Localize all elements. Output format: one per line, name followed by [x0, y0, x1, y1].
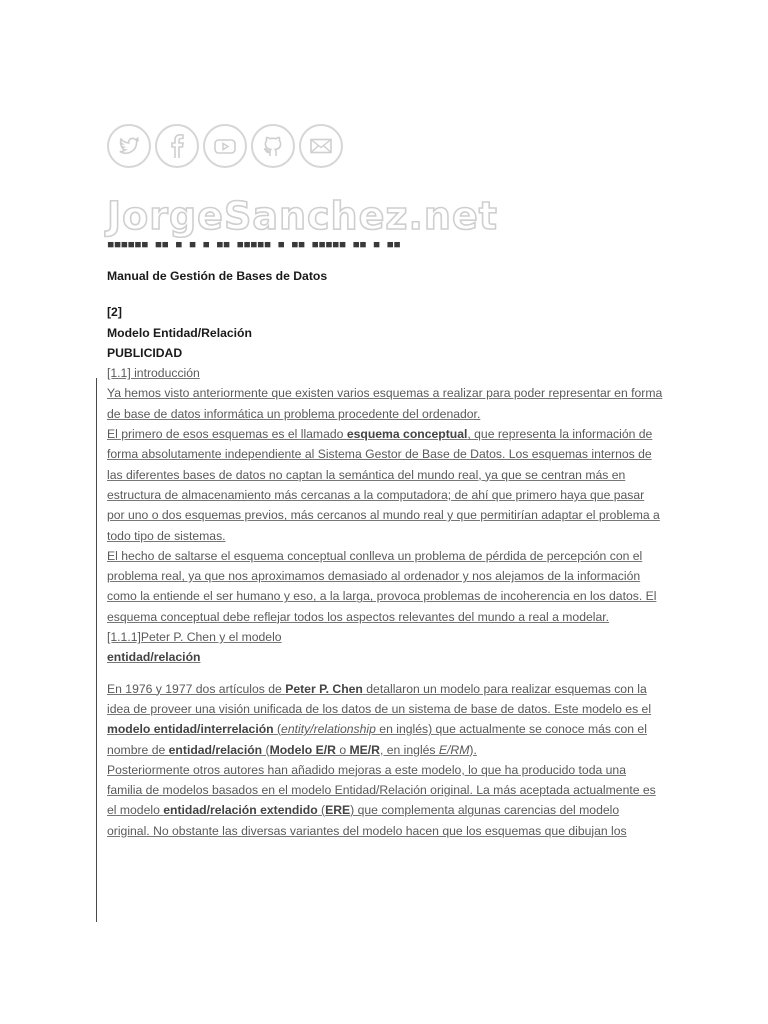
- text-run: en inglés) que actualmente se conoce más con el nombre de: [107, 722, 647, 757]
- text-run: Posteriormente otros autores han añadido mejoras a este modelo, lo que ha producido toda una familia de modelos basados en el modelo Entidad/Relación original. La más aceptada actualmente es el modelo: [107, 762, 656, 818]
- term-ere-abbr: ERE: [325, 803, 351, 818]
- text-run: , en inglés: [379, 742, 439, 757]
- text-run: detallaron un modelo para realizar esquemas con la idea de proveer una visión unificada de los datos de un sistema de base de datos. Este modelo es el: [107, 681, 652, 716]
- term-mer: ME/R: [349, 742, 380, 757]
- document-body: [107, 266, 663, 841]
- twitter-icon[interactable]: [107, 124, 151, 168]
- paragraph[interactable]: El hecho de saltarse el esquema conceptual conlleva un problema de pérdida de percepción con el problema real, ya que nos aproximamos demasiado al ordenador y nos alejamos de la información como la entiende el ser humano y eso, a la larga, provoca problemas de incoherencia en los datos. El esquema conceptual debe reflejar todos los aspectos relevantes del mundo a real a modelar.: [107, 548, 657, 624]
- chapter-title: Modelo Entidad/Relación: [107, 325, 252, 340]
- text-run: (: [317, 803, 326, 818]
- github-icon[interactable]: [251, 124, 295, 168]
- mail-icon[interactable]: [299, 124, 343, 168]
- section-heading-1-1-1[interactable]: [107, 627, 663, 668]
- text-run: ).: [469, 742, 477, 757]
- text-run: El primero de esos esquemas es el llamado: [107, 427, 347, 442]
- term-entidad-interrelacion: modelo entidad/interrelación: [107, 722, 274, 737]
- heading-line: entidad/relación: [107, 650, 201, 665]
- term-entity-relationship: entity/relationship: [281, 722, 376, 737]
- text-run: (: [273, 722, 282, 737]
- logo-tagline: ▄▄▄▄▄▄ ▄▄ ▄ ▄ ▄ ▄▄ ▄▄▄▄▄ ▄ ▄▄ ▄▄▄▄▄ ▄▄ ▄ ▄▄: [108, 238, 402, 248]
- text-run: En 1976 y 1977 dos artículos de: [107, 681, 286, 696]
- margin-rule: [96, 378, 97, 922]
- text-run: ) que complementa algunas carencias del modelo original. No obstante las diversas variantes del modelo hacen que los esquemas que dibujan los: [107, 803, 627, 838]
- youtube-icon[interactable]: [203, 124, 247, 168]
- ad-label: PUBLICIDAD: [107, 345, 183, 360]
- heading-line: [1.1.1]Peter P. Chen y el modelo: [107, 630, 282, 645]
- paragraph[interactable]: Ya hemos visto anteriormente que existen varios esquemas a realizar para poder representar en forma de base de datos informática un problema procedente del ordenador.: [107, 386, 663, 421]
- paragraph[interactable]: [107, 424, 663, 546]
- social-icons: [107, 124, 343, 168]
- paragraph[interactable]: [107, 679, 663, 760]
- facebook-icon[interactable]: [155, 124, 199, 168]
- term-entidad-relacion: entidad/relación: [168, 742, 263, 757]
- term-modelo-er: Modelo E/R: [269, 742, 336, 757]
- chapter-number: [2]: [107, 305, 122, 320]
- manual-title: Manual de Gestión de Bases de Datos: [107, 269, 328, 283]
- paragraph[interactable]: [107, 760, 663, 841]
- text-run: (: [262, 742, 270, 757]
- term-peter-chen: Peter P. Chen: [285, 681, 363, 696]
- text-run: , que representa la información de forma absolutamente independiente al Sistema Gestor de Base de Datos. Los esquemas internos de las diferentes bases de datos no captan la semántica del mundo real, ya que se centran más en estructura de almacenamiento más cercanas a la computadora; de ahí que primero haya que pasar por uno o dos esquemas previos, más cercanos al mundo real y que permitirían adaptar el problema a todo tipo de sistemas.: [107, 427, 660, 543]
- section-heading-1-1[interactable]: [1.1] introducción: [107, 366, 200, 381]
- term-esquema-conceptual: esquema conceptual: [346, 427, 468, 442]
- text-run: o: [335, 742, 350, 757]
- site-logo[interactable]: JorgeSanchez.net: [107, 194, 498, 238]
- term-erm: E/RM: [438, 742, 470, 757]
- term-ere: entidad/relación extendido: [163, 803, 318, 818]
